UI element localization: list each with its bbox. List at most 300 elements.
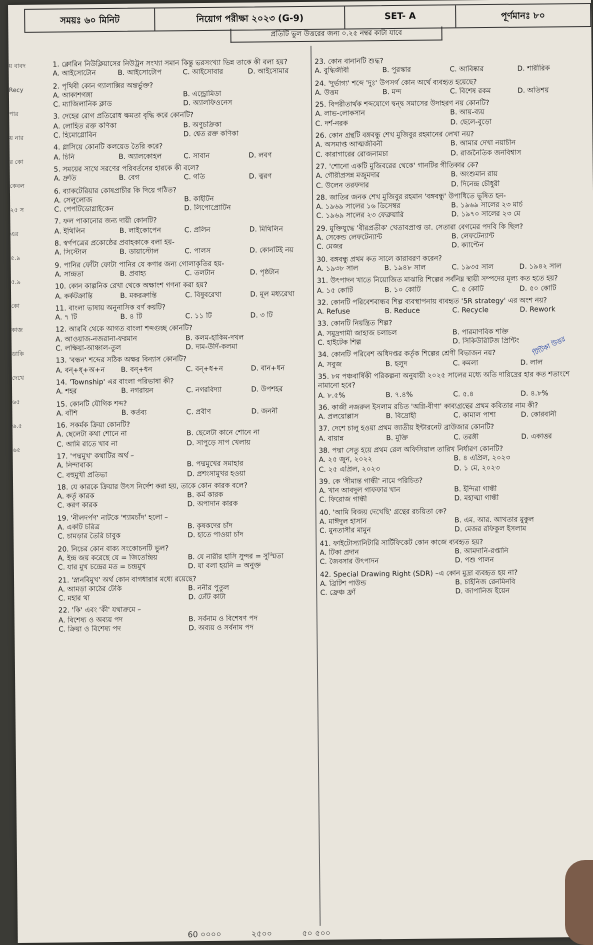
answer-option: B. ইন্দিরা গান্ধী (454, 485, 497, 494)
answer-option: C. নগরবিদ্যা (186, 386, 222, 395)
question-number: 24. (314, 79, 327, 88)
answer-option: B. হলুদ (385, 359, 408, 368)
answer-option: C. কমলা (452, 358, 479, 368)
option-list (319, 484, 587, 505)
question-item (56, 397, 314, 418)
answer-option: C. বিষুবরেখা (185, 290, 222, 299)
option-list (56, 407, 314, 419)
answer-option: D. পশু পালন (454, 556, 494, 565)
question-item (58, 604, 316, 635)
option-list (54, 151, 312, 163)
answer-option: D. একাত্তর (521, 432, 553, 441)
option-list (54, 194, 312, 215)
question-item (58, 543, 316, 574)
option-list (55, 268, 313, 280)
question-prompt: কোন গ্রন্থটি বঙ্গবন্ধু শেখ মুজিবুর রহমানের লেখা নয়? (328, 130, 474, 140)
answer-option: C. কামাল পাশা (453, 411, 496, 420)
question-item (56, 419, 314, 450)
set-label: SET- A (345, 5, 456, 28)
answer-option: A. ৮.৫% (318, 391, 346, 400)
question-prompt: আরবি থেকে আগত বাংলা শব্দগুচ্ছ কোনটি? (68, 324, 193, 334)
question-prompt: কে 'সীমান্ত গান্ধী' নামে পরিচিত? (332, 476, 423, 486)
answer-option: C. করণ কারক (57, 501, 98, 511)
answer-option: A. সেকেন্ড লেফটেন্যান্ট (316, 233, 383, 242)
question-prompt: ৮ম পঞ্চবার্ষিকী পরিকল্পনা অনুযায়ী ২০২৫ সালের মধ্যে অতি দারিদ্রের হার কত শতাংশে নামানো হবে? (317, 370, 570, 391)
answer-option: A. আওয়াজ-নজরানা-ফরমান (55, 334, 138, 344)
answer-option: D. শারীরিক (517, 64, 550, 74)
answer-option: C. কারাগারের রোজনামচা (315, 149, 389, 159)
margin-note: র কো (9, 158, 24, 167)
question-number: 3. (53, 113, 60, 122)
question-number: 27. (315, 162, 327, 171)
full-marks: পূর্ণমানঃ ৮০ (500, 10, 546, 22)
answer-option: A. ৭ টি (55, 313, 78, 322)
time-cell: সময়ঃ ৬০ মিনিট (25, 9, 156, 32)
answer-option: C. বিশেষ রকম (449, 86, 491, 96)
question-number: 15. (56, 399, 68, 409)
question-prompt: কোনটি পরিবেশ অধিদপ্তর কর্তৃক শিল্পের শ্রেণী বিভাজন নয়? (331, 349, 496, 360)
answer-option: A. ব্রিটিশ পাউন্ড (320, 579, 367, 588)
answer-option: D. মূল মধ্যরেখা (250, 289, 295, 299)
answer-option: A. ইথিলিন (54, 227, 86, 236)
answer-option: C. ক্রিয়া ও বিশেষ্য পদ (58, 624, 121, 634)
question-item (316, 191, 584, 222)
option-list (58, 552, 316, 573)
question-prompt: 'পদ্মমুখ' কথাটির অর্থ – (70, 451, 135, 461)
option-list (319, 515, 587, 536)
answer-option: B. ৪ টি (120, 312, 143, 322)
answer-option: D. পৃষ্ঠটান (249, 268, 280, 277)
margin-note: পার (9, 110, 19, 119)
answer-option: B. কলম-হাকিম-দখল (185, 333, 244, 342)
option-list (315, 86, 583, 98)
question-number: 25. (315, 100, 327, 110)
answer-option: A. ১৫ কোটি (316, 285, 354, 295)
answer-option: C. মেজর (316, 242, 343, 252)
question-prompt: 'স্নানবিমুখ' অর্থ কোন বাগধারার মধ্যে রয়েছে? (71, 574, 197, 584)
answer-option: C. ম্যাজিলানিক ক্লাড (53, 100, 112, 109)
margin-note: ৬৫ (12, 446, 21, 455)
answer-option: B. প্রবাহ্য (119, 269, 147, 278)
question-item (319, 506, 587, 537)
answer-option: B. নগরায়ন (121, 386, 154, 396)
margin-note: কেবল (9, 182, 25, 191)
question-prompt: মুক্তিযুদ্ধে 'বীরপ্রতীক' খেতাবপ্রাপ্ত ডা. সেতারা বেগমের পদবি কি ছিল? (329, 222, 524, 233)
answer-option: C. ১১ টি (185, 312, 212, 321)
question-prompt: সকর্মক ক্রিয়া কোনটি? (69, 420, 131, 430)
answer-option: B. মকরক্রান্তি (120, 291, 157, 300)
answer-option: A. ইন্দ্র জয় করেছে যে = জিতেন্দ্রিয় (57, 553, 158, 563)
margin-note: ৬৫ (12, 398, 21, 407)
question-prompt: বিপরীতার্থক শব্দযোগে দ্বন্দ্ব সমাসের উদাহরণ নয় কোনটি? (328, 99, 490, 109)
answer-option: C. গতি (183, 173, 206, 182)
question-number: 41. (319, 539, 331, 548)
question-item (315, 98, 583, 129)
question-item (55, 280, 313, 301)
option-list (320, 546, 588, 567)
question-number: 6. (53, 187, 61, 196)
answer-option: C. পেপটিডোগ্লাইকেন (54, 205, 114, 214)
option-list (318, 410, 586, 422)
answer-option: A. Refuse (317, 307, 351, 316)
question-item (53, 141, 311, 162)
question-number: 26. (315, 131, 327, 140)
answer-option: D. জননী (251, 407, 278, 416)
option-list (316, 231, 584, 252)
question-number: 37. (318, 425, 330, 434)
answer-option: C. বন্+ধ+ন (185, 364, 224, 373)
question-item (318, 401, 586, 422)
answer-option: D. ৫০ কোটি (519, 283, 557, 293)
answer-option: C. Recycle (452, 306, 489, 315)
answer-option: D. হাতে পাওয়া চাঁদ (187, 530, 244, 540)
question-item (315, 77, 583, 98)
answer-option: B. ৪ এপ্রিল, ২০২৩ (453, 454, 511, 463)
margin-note: এর (10, 230, 19, 239)
question-prompt: বঙ্গবন্ধু প্রথম কত সালে কারাবরণ করেন? (330, 254, 442, 264)
answer-option: B. আইসোটোপ (117, 68, 162, 78)
answer-option: B. এম. আর. আখতার মুকুল (454, 515, 534, 525)
question-number: 28. (316, 193, 328, 202)
question-prompt: দেশে চালু হওয়া প্রথম জাতীয় ইন্টারনেট ব্রাউজার কোনটি? (331, 423, 495, 434)
answer-option: C. তলটান (184, 268, 215, 278)
answer-option: D. অ্যালফিওনেস (183, 98, 233, 108)
answer-option: D. ঢোঁট কাটা (188, 592, 226, 602)
question-item (57, 512, 315, 543)
question-number: 31. (316, 276, 329, 286)
question-number: 23. (314, 57, 326, 66)
margin-note: কো (11, 302, 20, 311)
question-number: 34. (317, 351, 329, 360)
answer-option: C. বহুমুখী প্রতিভা (56, 470, 108, 480)
question-number: 36. (318, 403, 330, 412)
answer-option: C. ৫ কোটি (451, 284, 484, 293)
answer-option: B. কর্তব্য (121, 408, 147, 417)
answer-option: A. ২৫ জুন, ২০২২ (318, 455, 373, 465)
option-list (318, 389, 586, 401)
answer-option: C. প্রবীণ (186, 407, 212, 417)
right-question-column (315, 55, 589, 601)
answer-option: A. আমড়া কাঠের ঢেঁকি (58, 584, 122, 594)
answer-option: B. পদ্মমুখের সমাহার (186, 459, 244, 469)
answer-option: B. Reduce (384, 306, 420, 316)
answer-option: C. ফিরোজ গান্ধী (319, 495, 368, 505)
option-list (57, 490, 315, 511)
question-prompt: যে কারকে ক্রিয়ার উৎস নির্দেশ করা হয়, তাকে কোন কারক বলে? (70, 481, 248, 492)
answer-option: D. ১ মে, ২০২৩ (453, 463, 500, 472)
margin-note: দেখে (11, 374, 24, 383)
question-number: 20. (57, 545, 69, 554)
answer-option: D. ৪.৮% (520, 388, 549, 398)
answer-option: C. প্রলিন (184, 225, 211, 234)
thumb (565, 860, 593, 945)
option-list (315, 138, 583, 159)
question-item (54, 184, 312, 215)
question-prompt: 'বন্ধন' শব্দের সঠিক অক্ষর বিন্যাস কোনটি? (69, 355, 187, 365)
negative-marking-note: প্রতিটি ভুল উত্তরের জন্য ০.২৫ নম্বর কাটা যাবে (230, 27, 442, 43)
question-prompt: 'নীলদর্পণ' নাটকে 'শ্যামচাঁদ' হলো – (70, 513, 169, 523)
question-prompt: 'কি' এবং 'কী' যথাক্রমে – (71, 606, 142, 615)
question-item (56, 376, 314, 397)
answer-option: C. লক্ষিয়া-আঞ্চাল-তুল (55, 343, 122, 353)
question-number: 4. (53, 143, 61, 152)
answer-option: B. ১৯৬৯ সালের ২৩ মার্চ (451, 200, 523, 210)
answer-option: C. মুনতাসীর মামুন (319, 526, 371, 536)
answer-option: B. এন্ড্রোমিডা (182, 89, 222, 99)
exam-paper (8, 0, 593, 943)
answer-option: A. অসমাপ্ত আত্মজীবনী (315, 140, 383, 150)
option-list (318, 358, 586, 370)
question-prompt: ব্যাকটেরিয়ার কোষপ্রাচীর কি দিয়ে গঠিত? (62, 185, 177, 196)
option-list (316, 169, 584, 190)
question-number: 22. (58, 606, 70, 615)
question-item (56, 354, 314, 375)
option-list (319, 432, 587, 444)
answer-option: A. চিনি (53, 153, 75, 162)
option-list (55, 333, 313, 354)
answer-option: A. সমুদ্রগামী জাহাজ চলাচল (317, 328, 398, 338)
answer-option: B. কর্ম কারক (187, 490, 224, 500)
question-number: 1. (52, 60, 60, 69)
answer-option: A. বন্+ধ্+অ+ন (55, 365, 105, 375)
question-number: 32. (317, 298, 329, 307)
answer-option: D. জাপানিজ ইয়েন (455, 586, 510, 596)
answer-option: A. সিস্টোল (54, 248, 87, 257)
question-item (57, 481, 315, 512)
answer-option: B. মুক্তি (386, 433, 409, 442)
question-prompt: কোনটি নিয়ন্ত্রিত শিল্প? (330, 319, 393, 329)
option-list (53, 120, 311, 141)
option-list (57, 459, 315, 480)
answer-option: D. যা বলা হয়নি = অনুক্ত (187, 561, 261, 571)
answer-option: C. ১৯৬৯ সালের ২৩ ফেব্রুয়ারি (316, 211, 404, 221)
answer-option: B. ৭.৪% (385, 390, 413, 399)
answer-option: D. ১৯৪২ সাল (519, 262, 562, 271)
answer-option: B. ননীর পুতুল (188, 583, 230, 593)
answer-option: B. আয়-ব্যয় (450, 108, 485, 117)
answer-option: B. চাইনিজ রেনমিনবি (455, 577, 516, 587)
question-prompt: কোন বানানটি শুদ্ধ? (327, 57, 384, 66)
footer-scribbles (188, 926, 488, 942)
question-prompt: উৎপাদন খাতে নিয়োজিত মাঝারি শিল্পের সর্বনিম্ন স্থায়ী সম্পদের মূল্য কত হতে হয়? (330, 274, 558, 285)
answer-option: A. আইসোটোন (52, 69, 97, 78)
answer-option: D. দাম-উর্দি-কলমা (185, 342, 238, 352)
footer-note: ৫০ ৫০০ (302, 928, 331, 939)
answer-option: D. ক্যাপ্টেন (451, 241, 484, 250)
answer-option: D. অতিশয় (517, 86, 549, 95)
answer-option: B. অণুচক্রিকা (183, 120, 222, 130)
question-number: 18. (57, 483, 69, 492)
question-prompt: জাতির জনক শেখ মুজিবুর রহমান 'বঙ্গবন্ধু' উপাধিতে ভূষিত হন- (329, 191, 506, 202)
question-item (319, 475, 587, 506)
answer-option: D. অব্যয় ও সর্বনাম পদ (188, 623, 254, 633)
question-prompt: গ্লাসিয়ে কোনটি কলয়েড তৈরি করে? (62, 142, 163, 152)
footer-note: 60 ০০০০ (187, 929, 222, 940)
answer-option: A. গৌরীপ্রসন্ন মজুমদার (315, 171, 380, 181)
answer-option: A. বায়ান্ন (318, 434, 344, 443)
answer-option: C. ১৯৩৫ সাল (451, 262, 494, 272)
question-prompt: কাজী নজরুল ইসলাম রচিত 'অগ্নি-বীণা' কাব্যগ্রন্থের প্রথম কবিতার নাম কী? (331, 401, 539, 412)
question-number: 2. (52, 82, 60, 91)
answer-option: C. হাইটেক শিল্প (317, 338, 362, 347)
option-list (55, 246, 313, 258)
question-number: 12. (55, 325, 67, 334)
question-item (318, 422, 586, 443)
answer-option: D. রাজনৈতিক জনবিশ্বাস (450, 148, 522, 158)
answer-option: B. কৃষকদের চাঁদ (187, 521, 233, 531)
footer-note: ২৫০০ (251, 929, 273, 939)
answer-option: A. একটি চরিত্র (57, 523, 100, 532)
answer-option: C. মহার থা (58, 594, 90, 603)
question-prompt: ফল পাকানোর জন্য দায়ী কোনটি? (63, 216, 157, 226)
answer-option: A. ছেলেটা কথা শোনে না (56, 430, 127, 439)
question-number: 11. (55, 304, 67, 313)
question-item (58, 573, 316, 604)
answer-option: A. টিকা প্রদান (319, 548, 360, 557)
left-question-column (53, 58, 317, 638)
answer-option: D. ৩ টি (250, 311, 273, 320)
question-prompt: সময়ের সাথে সরণের পরিবর্তনের হারকে কী বলে? (62, 164, 200, 174)
option-list (56, 385, 314, 397)
question-item (319, 444, 587, 475)
answer-option: B. ডায়াস্টোল (119, 247, 159, 257)
margin-note: Recy (8, 86, 24, 95)
option-list (54, 172, 312, 184)
question-prompt: Special Drawing Right (SDR) –এ কোন মুদ্রা ব্যবহৃত হয় না? (333, 568, 518, 579)
question-number: 33. (317, 320, 329, 329)
answer-option: C. ৫.৪ (453, 389, 474, 398)
answer-option: D. কোরবানী (520, 410, 557, 419)
answer-option: B. লেফটেন্যান্ট (451, 232, 495, 241)
answer-option: A. বুদ্ধিজীবী (314, 66, 350, 76)
answer-option: A. মাঈদুল হাসান (319, 517, 367, 526)
answer-option: D. দিনেন্দ্র চৌধুরী (450, 179, 500, 188)
question-number: 19. (57, 514, 69, 523)
answer-option: B. বিদ্রোহী (385, 411, 417, 421)
question-item (53, 110, 311, 141)
option-list (319, 453, 587, 474)
answer-option: C. উলেন তরফদার (315, 180, 369, 190)
answer-option: B. ১০ কোটি (384, 285, 421, 294)
answer-option: A. শহর (56, 387, 77, 396)
question-prompt: পৃথিবী কোন গ্যালাক্সির অন্তর্ভুক্ত? (61, 81, 154, 91)
answer-option: D. প্রশংসামুখর হওয়া (186, 469, 246, 478)
answer-option: D. ত্বরণ (248, 172, 272, 181)
answer-option: B. সর্বনাম ও বিশেষণ পদ (188, 614, 258, 623)
option-list (316, 200, 584, 221)
question-item (54, 237, 312, 258)
answer-option: A. বাঁশি (56, 409, 78, 418)
option-list (56, 363, 314, 375)
exam-title: নিয়োগ পরীক্ষা ২০২৩ (G-9) (155, 7, 345, 31)
answer-option: D. ছেলে-বুড়ো (450, 117, 492, 127)
answer-option: A. কর্কটক্রান্তি (55, 291, 93, 301)
answer-option: B. আমার দেখা নয়াচীন (450, 139, 516, 148)
answer-option: A. ১৯৬৯ সালের ১৬ ডিসেম্বর (316, 202, 401, 211)
margin-note: কাজ (11, 326, 23, 335)
answer-option: A. ১৯৩৮ সাল (316, 264, 359, 273)
question-item (317, 253, 585, 274)
answer-option: C. আবিষ্কার (449, 65, 484, 74)
answer-option: A. আকাশগঙ্গা (52, 91, 93, 100)
answer-option: C. জৈবসার উৎপাদন (319, 557, 379, 567)
question-number: 10. (54, 282, 67, 291)
answer-option: D. উপশহর (251, 385, 283, 394)
question-prompt: 'দুর্ভাগ্য' শব্দে 'দুঃ' উপসর্গ কোন অর্থে ব্যবহৃত হয়েছে? (328, 77, 477, 88)
answer-option: D. বান+ধন (250, 363, 285, 373)
answer-option: B. পুরস্কার (382, 66, 412, 75)
answer-option: D. লিপোপ্রোটিন (184, 203, 231, 213)
answer-option: A. লোহিত রক্ত কণিকা (53, 121, 117, 131)
answer-option: A. সান্দ্রতা (54, 270, 84, 279)
answer-option: C. সাবান (183, 151, 210, 160)
answer-option: D. কোনটিই নয় (249, 246, 294, 255)
question-prompt: পদ্মা সেতু হয়ে প্রথম রেল অফিসিয়াল তারিখ নির্ধারণ কোনটি? (332, 444, 504, 455)
answer-option: B. পারমাণবিক শক্তি (452, 327, 509, 337)
answer-option: B. ১৯৪৮ সাল (384, 263, 426, 273)
question-number: 8. (54, 239, 62, 248)
question-number: 30. (316, 255, 328, 264)
question-prompt: দেহের রোগ প্রতিরোধ ক্ষমতা বৃদ্ধি করে কোনটি? (62, 111, 194, 121)
question-item (54, 215, 312, 236)
answer-option: D. আইসোমার (247, 67, 289, 76)
answer-option: A. কর্তৃ কারক (57, 492, 95, 501)
question-item (55, 259, 313, 280)
answer-option: A. উত্তম (314, 88, 339, 97)
option-list (317, 305, 585, 317)
margin-note: ৫.৯ (10, 254, 21, 263)
question-number: 39. (318, 477, 331, 486)
option-list (315, 108, 583, 129)
answer-option: C. আমি রাতে খাব না (56, 439, 118, 449)
question-number: 21. (57, 575, 70, 585)
question-number: 40. (319, 508, 331, 517)
question-prompt: 'Township' এর বাংলা পরিভাষা কী? (69, 377, 174, 387)
answer-option: B. বন্+ধন (120, 365, 153, 374)
margin-note: য় নার (9, 134, 24, 143)
answer-option: C. হিমোগ্লোবিন (53, 131, 97, 140)
margin-note: ২৫ স (10, 206, 24, 215)
question-item (316, 160, 584, 191)
question-number: 13. (55, 356, 67, 365)
question-number: 42. (319, 570, 332, 579)
question-number: 38. (318, 446, 330, 455)
margin-note: ডাকি (11, 350, 24, 359)
question-item (53, 79, 311, 110)
answer-option: A. সেলুলোজ (54, 196, 93, 205)
margin-note: য় বাবদ (8, 62, 26, 71)
option-list (57, 521, 315, 542)
handwritten-note: টিটিকা উত্তর (531, 335, 567, 358)
option-list (54, 225, 312, 237)
answer-option: B. আমদানি-রপ্তানি (454, 546, 509, 556)
question-item (317, 274, 585, 295)
answer-option: B. অ্যালকোহল (118, 152, 162, 161)
question-number: 9. (54, 261, 62, 270)
answer-option: C. আইসোবার (182, 68, 224, 77)
option-list (317, 262, 585, 274)
option-list (315, 64, 583, 76)
answer-option: D. লাল (520, 358, 543, 367)
answer-option: B. লাইকোপেন (119, 226, 162, 235)
option-list (320, 577, 588, 598)
option-list (58, 614, 316, 635)
question-number: 14. (55, 378, 68, 387)
question-item (320, 537, 588, 568)
answer-option: D. অপাদান কারক (187, 500, 238, 509)
question-item (57, 450, 315, 481)
answer-option: D. মিথিলিন (249, 224, 284, 234)
